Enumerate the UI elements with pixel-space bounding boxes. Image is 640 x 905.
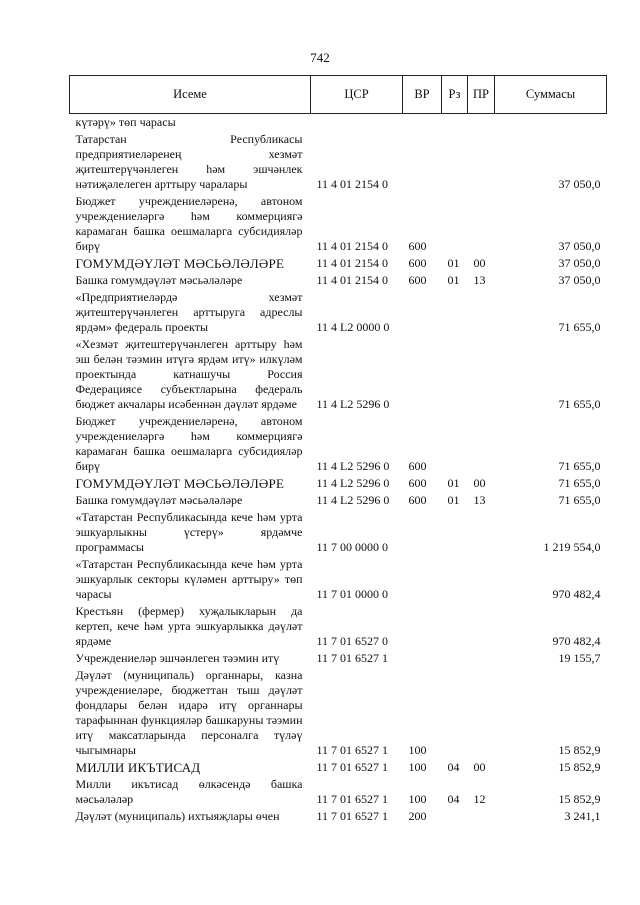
row-pr <box>468 556 495 603</box>
row-csr: 11 4 L2 5296 0 <box>316 476 390 490</box>
row-rz <box>442 556 468 603</box>
row-rz: 01 <box>447 273 460 287</box>
table-row <box>70 114 607 132</box>
row-name: «Татарстан Республикасында кече һәм урта эшкуарлык секторы күләмен арттыру» төп чарасы <box>75 557 303 601</box>
row-sum: 970 482,4 <box>552 634 601 648</box>
row-name: Крестьян (фермер) хуҗалыкларын да кертеп, кече һәм урта эшкуарлыкка дәүләт ярдәме <box>75 604 303 648</box>
header-pr: ПР <box>468 76 495 114</box>
row-vr <box>403 289 442 336</box>
row-pr: 13 <box>473 493 486 507</box>
row-sum: 1 219 554,0 <box>543 540 601 554</box>
row-vr <box>403 336 442 413</box>
row-pr: 00 <box>473 256 486 270</box>
row-pr: 00 <box>473 476 486 490</box>
row-pr <box>468 413 495 475</box>
row-pr: 12 <box>473 792 486 806</box>
row-vr <box>403 131 442 193</box>
row-name: Дәүләт (муниципаль) ихтыяҗлары өчен <box>75 809 280 823</box>
row-rz: 01 <box>447 476 460 490</box>
row-name: Татарстан Республикасы предприятиеләренең хезмәт җитештерүчәнлеген һәм эшчәнлек нәтиҗәлелеген арттыру чаралары <box>75 132 303 191</box>
row-vr: 100 <box>408 760 427 774</box>
row-csr: 11 4 01 2154 0 <box>316 256 389 270</box>
row-csr: 11 7 01 0000 0 <box>316 587 389 601</box>
table-row <box>70 492 607 509</box>
row-name: Бюджет учреждениеләренә, автоном учреждениеләргә һәм коммерциягә карамаган башка оешмаларга субсидияләр бирү <box>75 414 303 473</box>
row-csr: 11 4 L2 5296 0 <box>316 493 390 507</box>
row-name: ГОМУМДӘҮЛӘТ МӘСЬӘЛӘЛӘРЕ <box>75 256 285 271</box>
row-name: «Хезмәт җитештерүчәнлеген арттыру һәм эш белән тәэмин итүгә ярдәм итү» илкүләм проектында катнашучы Россия Федерациясе субъектларына федераль бюджет акчалары исәбеннән дәүләт ярдәме <box>75 337 303 411</box>
row-name: Башка гомумдәүләт мәсьәләләре <box>75 493 243 507</box>
row-pr <box>468 808 495 825</box>
row-sum: 71 655,0 <box>558 493 601 507</box>
header-rz: Рз <box>442 76 468 114</box>
row-pr <box>468 336 495 413</box>
row-vr: 600 <box>408 239 427 253</box>
table-header-row <box>70 76 607 114</box>
row-vr: 600 <box>408 459 427 473</box>
row-name: Бюджет учреждениеләренә, автоном учреждениеләргә һәм коммерциягә карамаган башка оешмаларга субсидияләр бирү <box>75 194 303 253</box>
row-vr <box>403 603 442 650</box>
header-vr: ВР <box>403 76 442 114</box>
row-csr: 11 4 L2 5296 0 <box>316 397 390 411</box>
row-csr: 11 7 01 6527 1 <box>316 809 389 823</box>
table-row <box>70 556 607 603</box>
row-sum: 71 655,0 <box>558 397 601 411</box>
row-pr <box>468 193 495 255</box>
row-sum: 970 482,4 <box>552 587 601 601</box>
row-vr <box>403 509 442 556</box>
row-csr: 11 4 01 2154 0 <box>316 177 389 191</box>
row-rz <box>442 131 468 193</box>
row-pr: 13 <box>473 273 486 287</box>
table-row <box>70 193 607 255</box>
header-sum: Суммасы <box>495 76 607 114</box>
row-name: Милли икътисад өлкәсендә башка мәсьәләләр <box>75 777 303 806</box>
row-rz <box>442 808 468 825</box>
row-csr: 11 7 01 6527 1 <box>316 743 389 757</box>
row-name: ГОМУМДӘҮЛӘТ МӘСЬӘЛӘЛӘРЕ <box>75 476 285 491</box>
table-row <box>70 336 607 413</box>
row-vr: 600 <box>408 256 427 270</box>
row-rz: 01 <box>447 493 460 507</box>
row-rz <box>442 650 468 667</box>
row-rz <box>442 193 468 255</box>
row-rz <box>442 336 468 413</box>
table-row <box>70 759 607 776</box>
row-csr: 11 4 L2 0000 0 <box>316 320 390 334</box>
row-vr <box>403 650 442 667</box>
row-vr <box>403 556 442 603</box>
row-sum: 19 155,7 <box>558 651 601 665</box>
table-row <box>70 413 607 475</box>
row-csr: 11 7 01 6527 1 <box>316 651 389 665</box>
row-csr: 11 4 L2 5296 0 <box>316 459 390 473</box>
row-pr <box>468 131 495 193</box>
row-csr: 11 7 00 0000 0 <box>316 540 389 554</box>
row-rz <box>442 114 468 132</box>
row-pr <box>468 650 495 667</box>
row-sum <box>495 114 607 132</box>
row-vr <box>403 114 442 132</box>
row-csr <box>311 114 403 132</box>
row-rz: 04 <box>447 760 460 774</box>
row-pr <box>468 509 495 556</box>
row-sum: 3 241,1 <box>564 809 601 823</box>
row-vr: 100 <box>408 792 427 806</box>
budget-table <box>69 75 607 825</box>
row-csr: 11 7 01 6527 1 <box>316 792 389 806</box>
row-name: Башка гомумдәүләт мәсьәләләре <box>75 273 243 287</box>
table-row <box>70 650 607 667</box>
row-name: күтәрү» төп чарасы <box>75 115 176 129</box>
row-sum: 37 050,0 <box>558 177 601 191</box>
table-row <box>70 776 607 808</box>
row-rz <box>442 603 468 650</box>
table-row <box>70 603 607 650</box>
row-sum: 15 852,9 <box>558 743 601 757</box>
row-rz <box>442 289 468 336</box>
row-name: «Татарстан Республикасында кече һәм урта эшкуарлыкны үстерү» ярдәмче программасы <box>75 510 303 554</box>
row-vr: 600 <box>408 476 427 490</box>
table-row <box>70 272 607 289</box>
row-sum: 71 655,0 <box>558 476 601 490</box>
table-body <box>70 114 607 826</box>
row-sum: 71 655,0 <box>558 320 601 334</box>
row-sum: 71 655,0 <box>558 459 601 473</box>
row-sum: 37 050,0 <box>558 256 601 270</box>
table-row <box>70 509 607 556</box>
row-name: Учреждениеләр эшчәнлеген тәэмин итү <box>75 651 280 665</box>
row-pr <box>468 114 495 132</box>
row-rz <box>442 509 468 556</box>
row-sum: 37 050,0 <box>558 273 601 287</box>
page-number: 742 <box>310 50 330 65</box>
header-name: Исеме <box>70 76 311 114</box>
row-csr: 11 7 01 6527 0 <box>316 634 389 648</box>
row-name: МИЛЛИ ИКЪТИСАД <box>75 760 201 775</box>
row-sum: 15 852,9 <box>558 760 601 774</box>
row-vr: 600 <box>408 273 427 287</box>
row-sum: 15 852,9 <box>558 792 601 806</box>
row-pr <box>468 603 495 650</box>
row-csr: 11 4 01 2154 0 <box>316 239 389 253</box>
row-name: Дәүләт (муниципаль) органнары, казна учреждениеләре, бюджеттан тыш дәүләт фондлары белән идарә итү органнары тарафыннан функцияләр башкаруны тәэмин итү максатларында персоналга түләү чыгымнары <box>75 668 303 757</box>
row-pr: 00 <box>473 760 486 774</box>
row-rz: 04 <box>447 792 460 806</box>
table-row <box>70 255 607 272</box>
row-rz <box>442 667 468 759</box>
row-rz <box>442 413 468 475</box>
table-row <box>70 667 607 759</box>
table-row <box>70 289 607 336</box>
row-name: «Предприятиеләрдә хезмәт җитештерүчәнлеген арттыруга адреслы ярдәм» федераль проекты <box>75 290 303 334</box>
header-csr: ЦСР <box>311 76 403 114</box>
table-row <box>70 475 607 492</box>
row-vr: 600 <box>408 493 427 507</box>
table-row <box>70 808 607 825</box>
row-vr: 200 <box>408 809 427 823</box>
row-pr <box>468 289 495 336</box>
row-csr: 11 4 01 2154 0 <box>316 273 389 287</box>
row-vr: 100 <box>408 743 427 757</box>
table-row <box>70 131 607 193</box>
row-pr <box>468 667 495 759</box>
row-rz: 01 <box>447 256 460 270</box>
row-csr: 11 7 01 6527 1 <box>316 760 389 774</box>
row-sum: 37 050,0 <box>558 239 601 253</box>
